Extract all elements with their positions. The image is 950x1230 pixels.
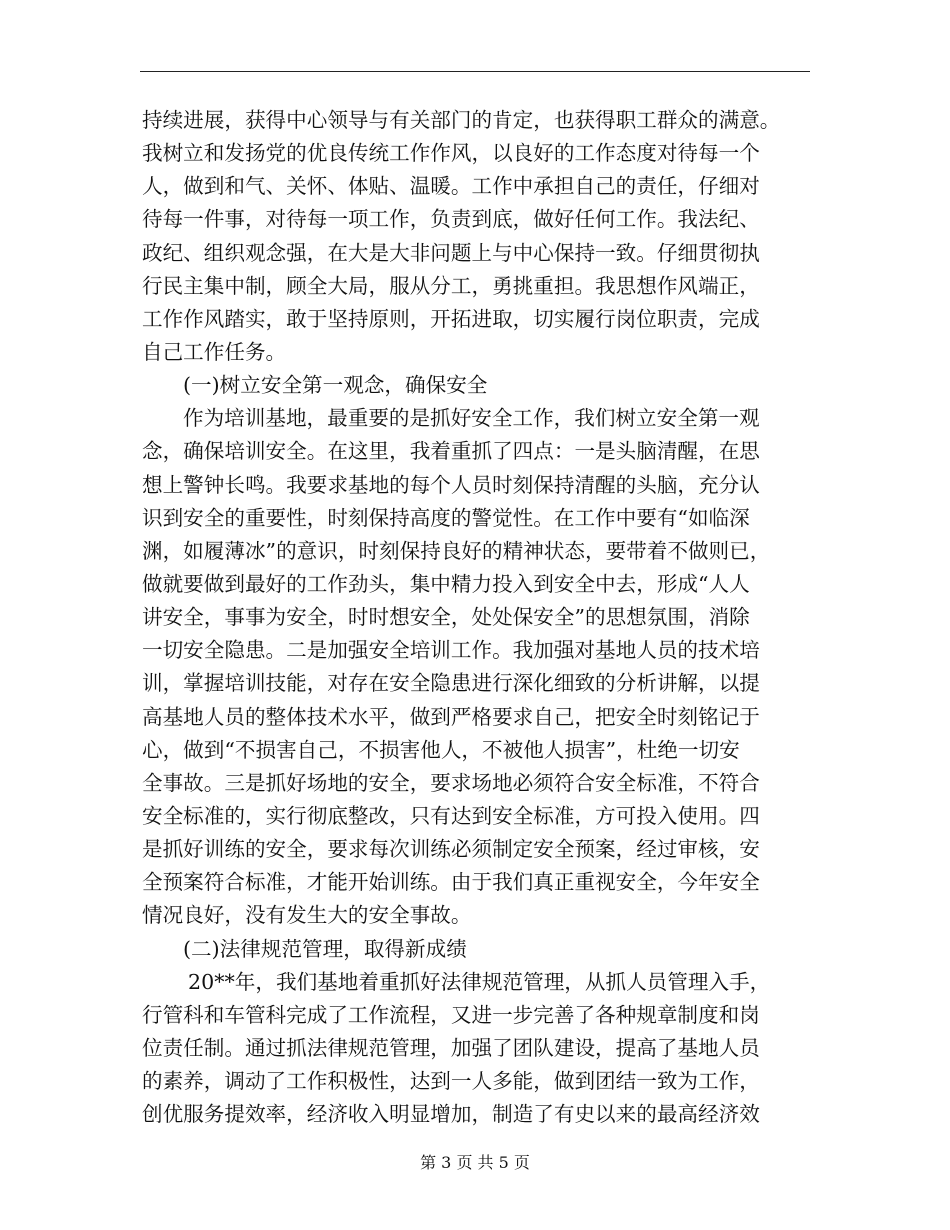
page-footer: 第 3 页 共 5 页 xyxy=(420,1153,530,1172)
text-line: 作为培训基地，最重要的是抓好安全工作，我们树立安全第一观 xyxy=(183,406,760,431)
body-text xyxy=(142,104,810,1131)
text-line: 20**年，我们基地着重抓好法律规范管理，从抓人员管理入手， xyxy=(188,969,771,994)
text-line: 是抓好训练的安全，要求每次训练必须制定安全预案，经过审核，安 xyxy=(142,837,760,862)
text-line: 持续进展，获得中心领导与有关部门的肯定，也获得职工群众的满意。 xyxy=(142,108,781,132)
text-line: 人，做到和气、关怀、体贴、温暖。工作中承担自己的责任，仔细对 xyxy=(142,174,760,199)
text-line: 高基地人员的整体技术水平，做到严格要求自己，把安全时刻铭记于 xyxy=(142,704,760,729)
text-line: 待每一件事，对待每一项工作，负责到底，做好任何工作。我法纪、 xyxy=(142,207,760,232)
text-line: 行民主集中制，顾全大局，服从分工，勇挑重担。我思想作风端正， xyxy=(142,273,760,298)
text-line: 自己工作任务。 xyxy=(142,339,287,364)
text-line: 我树立和发扬党的优良传统工作作风，以良好的工作态度对待每一个 xyxy=(142,141,760,166)
text-line: 渊，如履薄冰”的意识，时刻保持良好的精神状态，要带着不做则已， xyxy=(142,538,771,563)
text-line: 位责任制。通过抓法律规范管理，加强了团队建设，提高了基地人员 xyxy=(142,1035,760,1060)
text-line: 全事故。三是抓好场地的安全，要求场地必须符合安全标准，不符合 xyxy=(142,770,760,795)
header-rule xyxy=(140,71,810,72)
text-line: 识到安全的重要性，时刻保持高度的警觉性。在工作中要有“如临深 xyxy=(142,505,750,530)
section-heading: (二)法律规范管理，取得新成绩 xyxy=(183,936,467,961)
text-line: 训，掌握培训技能，对存在安全隐患进行深化细致的分析讲解，以提 xyxy=(142,671,760,696)
text-line: 想上警钟长鸣。我要求基地的每个人员时刻保持清醒的头脑，充分认 xyxy=(142,472,760,497)
text-line: 做就要做到最好的工作劲头，集中精力投入到安全中去，形成“人人 xyxy=(142,571,750,596)
text-line: 念，确保培训安全。在这里，我着重抓了四点：一是头脑清醒，在思 xyxy=(142,439,760,464)
text-line: 行管科和车管科完成了工作流程，又进一步完善了各种规章制度和岗 xyxy=(142,1002,760,1027)
text-line: 政纪、组织观念强，在大是大非问题上与中心保持一致。仔细贯彻执 xyxy=(142,240,760,265)
text-line: 全预案符合标准，才能开始训练。由于我们真正重视安全，今年安全 xyxy=(142,870,760,895)
text-line: 情况良好，没有发生大的安全事故。 xyxy=(142,903,472,928)
text-line: 的素养，调动了工作积极性，达到一人多能，做到团结一致为工作， xyxy=(142,1069,760,1094)
text-line: 讲安全，事事为安全，时时想安全，处处保安全”的思想氛围，消除 xyxy=(142,605,750,630)
text-line: 安全标准的，实行彻底整改，只有达到安全标准，方可投入使用。四 xyxy=(142,803,760,828)
text-line: 心，做到“不损害自己，不损害他人，不被他人损害”，杜绝一切安 xyxy=(142,737,740,762)
text-line: 一切安全隐患。二是加强安全培训工作。我加强对基地人员的技术培 xyxy=(142,638,760,663)
text-line: 工作作风踏实，敢于坚持原则，开拓进取，切实履行岗位职责，完成 xyxy=(142,306,760,331)
section-heading: (一)树立安全第一观念，确保安全 xyxy=(183,373,488,398)
text-line: 创优服务提效率，经济收入明显增加，制造了有史以来的最高经济效 xyxy=(142,1102,760,1127)
